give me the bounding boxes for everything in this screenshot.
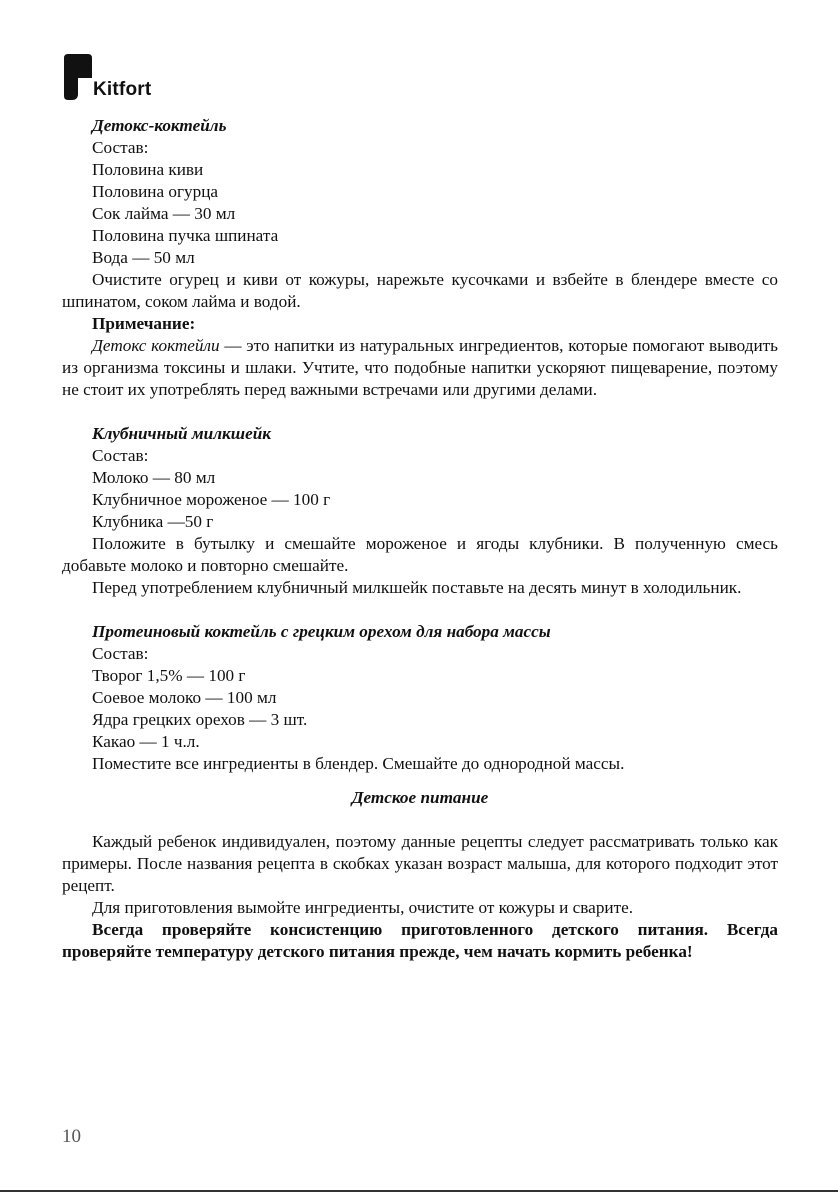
note-text: — это напитки из натуральных ингредиентов, которые помогают выводить из организма токсины и шлаки. Учтите, что подобные напитки ускоряют пищеварение, поэтому не стоит их употреблять перед важными встречами или другими делами. (62, 336, 779, 399)
kitfort-flag-icon (64, 54, 92, 102)
recipe-title: Детокс-коктейль (92, 116, 227, 135)
recipe-instructions: Очистите огурец и киви от кожуры, нарежьте кусочками и взбейте в блендере вместе со шпинатом, соком лайма и водой. (62, 270, 778, 311)
ingredient-item: Какао — 1 ч.л. (92, 732, 200, 751)
composition-label: Состав: (92, 138, 149, 157)
section-spacer (62, 401, 778, 423)
page-number: 10 (62, 1126, 81, 1147)
note-term: Детокс коктейли (92, 336, 220, 355)
recipe-tip: Перед употреблением клубничный милкшейк поставьте на десять минут в холодильник. (92, 578, 742, 597)
recipe-instructions: Положите в бутылку и смешайте мороженое и ягоды клубники. В полученную смесь добавьте молоко и повторно смешайте. (62, 534, 778, 575)
composition-label: Состав: (92, 644, 149, 663)
section-spacer (62, 599, 778, 621)
logo-text: Kitfort (93, 79, 152, 100)
milkshake-recipe (62, 423, 778, 599)
baby-food-warning: Всегда проверяйте консистенцию приготовленного детского питания. Всегда проверяйте температуру детского питания прежде, чем начать кормить ребенка! (62, 920, 778, 961)
baby-food-section (62, 787, 778, 963)
kitfort-logo (64, 52, 151, 102)
page-bottom-edge (0, 1190, 838, 1192)
baby-food-intro: Каждый ребенок индивидуален, поэтому данные рецепты следует рассматривать только как примеры. После названия рецепта в скобках указан возраст малыша, для которого подходит этот рецепт. (62, 832, 778, 895)
ingredient-item: Молоко — 80 мл (92, 468, 216, 487)
section-heading: Детское питание (351, 788, 489, 807)
protein-recipe (62, 621, 778, 775)
ingredient-item: Половина пучка шпината (92, 226, 279, 245)
ingredient-item: Клубничное мороженое — 100 г (92, 490, 331, 509)
ingredient-item: Соевое молоко — 100 мл (92, 688, 277, 707)
detox-recipe (62, 115, 778, 401)
ingredient-item: Вода — 50 мл (92, 248, 195, 267)
ingredient-item: Половина огурца (92, 182, 219, 201)
note-label: Примечание: (92, 314, 196, 333)
page-content (62, 115, 778, 963)
ingredient-item: Ядра грецких орехов — 3 шт. (92, 710, 308, 729)
ingredient-item: Клубника —50 г (92, 512, 214, 531)
note-paragraph (62, 335, 778, 401)
composition-label: Состав: (92, 446, 149, 465)
ingredient-item: Сок лайма — 30 мл (92, 204, 236, 223)
recipe-title: Клубничный милкшейк (92, 424, 271, 443)
recipe-instructions: Поместите все ингредиенты в блендер. Смешайте до однородной массы. (92, 754, 625, 773)
baby-food-preparation: Для приготовления вымойте ингредиенты, очистите от кожуры и сварите. (92, 898, 634, 917)
ingredient-item: Творог 1,5% — 100 г (92, 666, 246, 685)
recipe-title: Протеиновый коктейль с грецким орехом для набора массы (92, 622, 551, 641)
ingredient-item: Половина киви (92, 160, 204, 179)
